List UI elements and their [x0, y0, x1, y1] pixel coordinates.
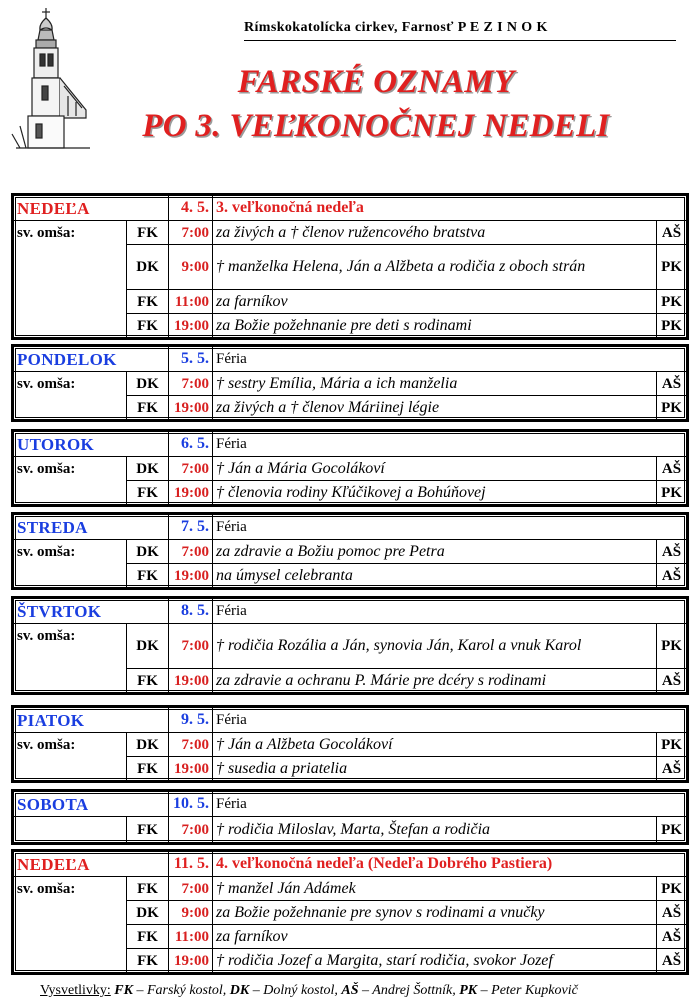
day-description: Féria — [213, 599, 687, 624]
legend-pk-text: – Peter Kupkovič — [477, 983, 578, 998]
church-code: DK — [127, 540, 169, 564]
priest-code: AŠ — [656, 457, 686, 481]
day-date: 7. 5. — [169, 515, 213, 540]
day-date: 5. 5. — [169, 347, 213, 372]
priest-code: PK — [657, 290, 687, 314]
day-date: 6. 5. — [169, 432, 213, 457]
mass-time: 19:00 — [169, 757, 213, 781]
priest-code: AŠ — [657, 221, 687, 245]
mass-intention: za Božie požehnanie pre synov s rodinami a vnučky — [213, 901, 657, 925]
mass-intention: † manželka Helena, Ján a Alžbeta a rodičia z oboch strán — [213, 245, 657, 290]
day-description: 4. veľkonočná nedeľa (Nedeľa Dobrého Pastiera) — [213, 852, 687, 877]
day-date: 8. 5. — [169, 599, 213, 624]
mass-intention: † sestry Emília, Mária a ich manželia — [213, 372, 657, 396]
mass-time: 19:00 — [169, 669, 213, 693]
mass-time: 7:00 — [169, 877, 213, 901]
day-date: 10. 5. — [169, 792, 213, 817]
priest-code: AŠ — [656, 372, 686, 396]
page-subtitle: PO 3. VEĽKONOČNEJ NEDELI — [142, 108, 610, 144]
priest-code: AŠ — [656, 564, 686, 588]
mass-intention: na úmysel celebranta — [213, 564, 657, 588]
day-name: NEDEĽA — [14, 196, 169, 221]
day-date: 4. 5. — [169, 196, 213, 221]
mass-time: 7:00 — [169, 624, 213, 669]
mass-label: sv. omša: — [14, 733, 127, 781]
church-code: DK — [127, 624, 169, 669]
mass-label — [14, 817, 127, 843]
priest-code: PK — [656, 817, 686, 843]
mass-row — [14, 733, 687, 757]
parish-name: Rímskokatolícka cirkev, Farnosť P E Z I N O K — [244, 20, 548, 35]
mass-time: 7:00 — [169, 372, 213, 396]
church-code: DK — [127, 245, 169, 290]
legend-label: Vysvetlivky: — [40, 983, 111, 998]
day-block — [11, 705, 689, 783]
day-name: UTOROK — [14, 432, 169, 457]
church-code: FK — [127, 949, 169, 973]
mass-intention: za živých a † členov Máriinej légie — [213, 396, 657, 420]
mass-intention: za živých a † členov ružencového bratstva — [213, 221, 657, 245]
church-code: DK — [127, 733, 169, 757]
mass-label: sv. omša: — [14, 877, 127, 973]
mass-row — [14, 540, 687, 564]
church-code: FK — [127, 817, 169, 843]
mass-time: 7:00 — [169, 817, 213, 843]
mass-intention: † rodičia Miloslav, Marta, Štefan a rodičia — [213, 817, 657, 843]
mass-time: 9:00 — [169, 245, 213, 290]
day-description: Féria — [213, 708, 687, 733]
day-description: Féria — [213, 515, 687, 540]
priest-code: PK — [657, 314, 687, 338]
day-name: SOBOTA — [14, 792, 169, 817]
priest-code: PK — [657, 245, 687, 290]
mass-row — [14, 372, 687, 396]
legend-as-text: – Andrej Šottník, — [358, 983, 460, 998]
legend-dk: DK — [229, 983, 250, 998]
mass-intention: † rodičia Rozália a Ján, synovia Ján, Karol a vnuk Karol — [213, 624, 657, 669]
day-block — [11, 849, 689, 975]
mass-intention: † susedia a priatelia — [213, 757, 657, 781]
day-name: STREDA — [14, 515, 169, 540]
mass-row — [14, 877, 687, 901]
priest-code: PK — [656, 624, 686, 669]
priest-code: AŠ — [656, 540, 686, 564]
mass-time: 11:00 — [169, 290, 213, 314]
day-block — [11, 596, 689, 695]
mass-intention: † manžel Ján Adámek — [213, 877, 657, 901]
legend-pk: PK — [459, 983, 478, 998]
priest-code: AŠ — [657, 925, 687, 949]
day-block — [11, 789, 689, 845]
mass-row — [14, 221, 687, 245]
mass-label: sv. omša: — [14, 372, 127, 420]
day-date: 11. 5. — [169, 852, 213, 877]
priest-code: PK — [656, 733, 686, 757]
legend — [40, 983, 578, 999]
day-date: 9. 5. — [169, 708, 213, 733]
day-block — [11, 344, 689, 422]
day-name: NEDEĽA — [14, 852, 169, 877]
mass-row — [14, 624, 687, 669]
mass-time: 7:00 — [169, 540, 213, 564]
mass-intention: za Božie požehnanie pre deti s rodinami — [213, 314, 657, 338]
mass-time: 7:00 — [169, 457, 213, 481]
day-description: 3. veľkonočná nedeľa — [213, 196, 687, 221]
day-description: Féria — [213, 432, 687, 457]
priest-code: PK — [656, 396, 686, 420]
day-description: Féria — [213, 347, 687, 372]
mass-time: 19:00 — [169, 949, 213, 973]
church-code: FK — [127, 314, 169, 338]
day-name: PIATOK — [14, 708, 169, 733]
church-code: FK — [127, 877, 169, 901]
church-code: FK — [127, 669, 169, 693]
church-code: FK — [127, 396, 169, 420]
legend-fk: FK — [114, 983, 133, 998]
church-code: FK — [127, 757, 169, 781]
day-description: Féria — [213, 792, 687, 817]
mass-label: sv. omša: — [14, 221, 127, 338]
priest-code: AŠ — [657, 901, 687, 925]
legend-as: AŠ — [341, 983, 359, 998]
mass-intention: † rodičia Jozef a Margita, starí rodičia, svokor Jozef — [213, 949, 657, 973]
church-code: DK — [127, 457, 169, 481]
mass-time: 11:00 — [169, 925, 213, 949]
church-code: DK — [127, 901, 169, 925]
church-code: FK — [127, 221, 169, 245]
mass-intention: † Ján a Mária Gocolákoví — [213, 457, 657, 481]
mass-label: sv. omša: — [14, 540, 127, 588]
mass-label: sv. omša: — [14, 624, 127, 693]
church-code: FK — [127, 564, 169, 588]
church-code: FK — [127, 290, 169, 314]
legend-dk-text: – Dolný kostol, — [249, 983, 342, 998]
mass-intention: za farníkov — [213, 290, 657, 314]
mass-time: 7:00 — [169, 733, 213, 757]
day-name: PONDELOK — [14, 347, 169, 372]
priest-code: AŠ — [656, 757, 686, 781]
mass-intention: za farníkov — [213, 925, 657, 949]
mass-time: 19:00 — [169, 481, 213, 505]
mass-intention: † Ján a Alžbeta Gocolákoví — [213, 733, 657, 757]
mass-time: 19:00 — [169, 314, 213, 338]
day-block — [11, 193, 689, 340]
mass-row — [14, 457, 687, 481]
mass-row — [14, 817, 687, 843]
church-code: FK — [127, 925, 169, 949]
priest-code: AŠ — [656, 669, 686, 693]
church-code: DK — [127, 372, 169, 396]
mass-time: 19:00 — [169, 396, 213, 420]
mass-intention: za zdravie a Božiu pomoc pre Petra — [213, 540, 657, 564]
church-code: FK — [127, 481, 169, 505]
priest-code: AŠ — [657, 949, 687, 973]
mass-intention: † členovia rodiny Kľúčikovej a Bohúňovej — [213, 481, 657, 505]
mass-time: 9:00 — [169, 901, 213, 925]
mass-time: 19:00 — [169, 564, 213, 588]
legend-fk-text: – Farský kostol, — [132, 983, 230, 998]
day-block — [11, 429, 689, 507]
mass-intention: za zdravie a ochranu P. Márie pre dcéry s rodinami — [213, 669, 657, 693]
day-block — [11, 512, 689, 590]
priest-code: PK — [657, 877, 687, 901]
day-name: ŠTVRTOK — [14, 599, 169, 624]
mass-label: sv. omša: — [14, 457, 127, 505]
page-title: FARSKÉ OZNAMY — [237, 64, 515, 100]
priest-code: PK — [656, 481, 686, 505]
header-rule — [244, 40, 676, 41]
mass-time: 7:00 — [169, 221, 213, 245]
